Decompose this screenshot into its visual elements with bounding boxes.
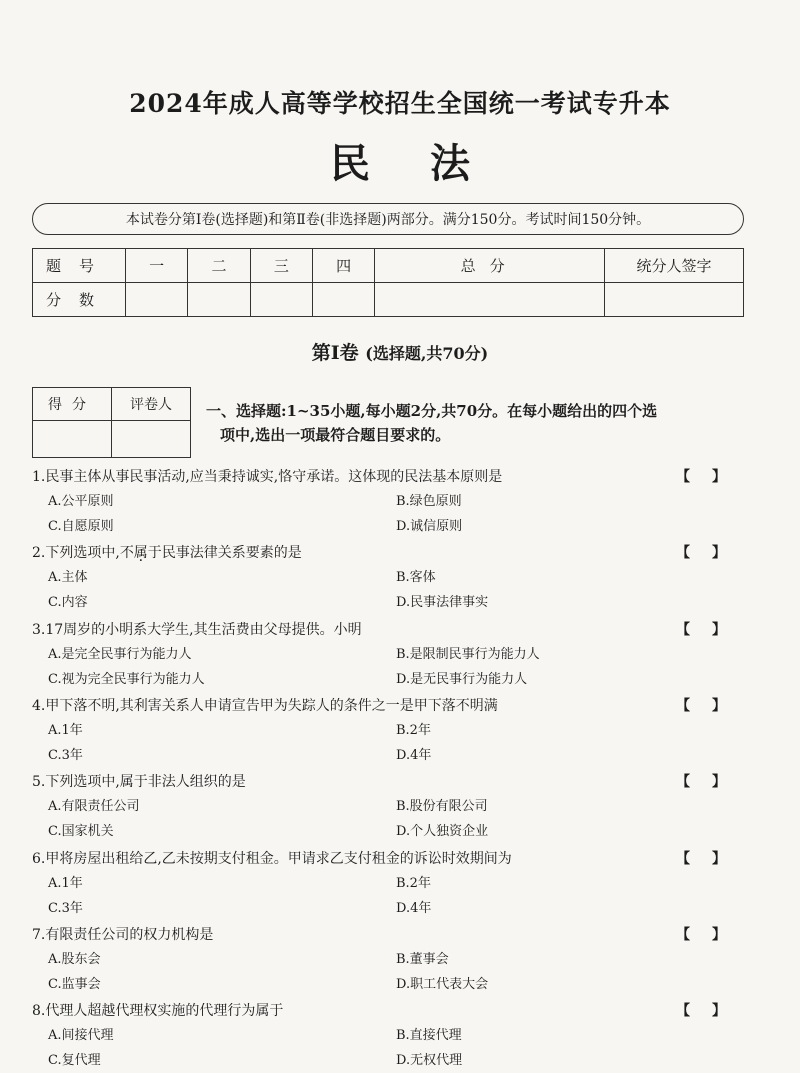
score-cell (375, 283, 605, 317)
option-a: A.有限责任公司 (48, 799, 140, 814)
question-stem: 4.甲下落不明,其利害关系人申请宣告甲为失踪人的条件之一是甲下落不明满 (32, 698, 498, 714)
question-stem-post: 民事法律关系要素的是 (161, 545, 302, 561)
option-a: A.公平原则 (48, 494, 114, 509)
answer-bracket: 【】 (676, 1003, 748, 1019)
option-a: A.股东会 (48, 952, 101, 967)
option-b: B.股份有限公司 (396, 799, 488, 814)
answer-bracket: 【】 (676, 469, 748, 485)
exam-notice: 本试卷分第Ⅰ卷(选择题)和第Ⅱ卷(非选择题)两部分。满分150分。考试时间150分钟。 (32, 203, 744, 235)
grader-score-cell (33, 421, 112, 458)
score-cell (188, 283, 250, 317)
question-stem: 5.下列选项中,属于非法人组织的是 (32, 774, 246, 790)
score-table-col: 三 (250, 249, 312, 283)
option-a: A.是完全民事行为能力人 (48, 647, 192, 662)
option-d: D.4年 (396, 901, 432, 916)
question-stem: 7.有限责任公司的权力机构是 (32, 927, 214, 943)
option-d: D.职工代表大会 (396, 977, 489, 992)
option-c: C.视为完全民事行为能力人 (48, 672, 205, 687)
score-cell (605, 283, 744, 317)
question-stem: 8.代理人超越代理权实施的代理行为属于 (32, 1003, 284, 1019)
subject-title: 民法 (330, 140, 530, 187)
question-4 (32, 694, 752, 768)
answer-bracket: 【】 (676, 622, 748, 638)
question-6 (32, 847, 752, 921)
score-table-col: 总分 (375, 249, 605, 283)
score-table-col: 四 (312, 249, 374, 283)
question-stem-pre: 2.下列选项中, (32, 545, 120, 561)
answer-bracket: 【】 (676, 851, 748, 867)
exam-title: 2024年成人高等学校招生全国统一考试专升本 (129, 89, 671, 118)
option-d: D.诚信原则 (396, 519, 463, 534)
score-cell (250, 283, 312, 317)
option-b: B.是限制民事行为能力人 (396, 647, 540, 662)
score-table-row-header: 题号 (33, 249, 126, 283)
grader-name-cell (112, 421, 191, 458)
question-stem-emphasis: 不属于 (119, 545, 162, 561)
answer-bracket: 【】 (676, 774, 748, 790)
option-d: D.个人独资企业 (396, 824, 489, 839)
section-title (0, 338, 800, 365)
score-cell (312, 283, 374, 317)
option-b: B.2年 (396, 876, 431, 891)
grader-score-label: 得分 (33, 388, 112, 421)
option-d: D.民事法律事实 (396, 595, 489, 610)
option-d: D.无权代理 (396, 1053, 463, 1068)
question-8 (32, 999, 752, 1073)
option-b: B.客体 (396, 570, 436, 585)
section-subtitle: (选择题,共70分) (365, 344, 489, 363)
score-table-col: 二 (188, 249, 250, 283)
score-table-header-row (33, 249, 744, 283)
option-b: B.直接代理 (396, 1028, 462, 1043)
option-c: C.3年 (48, 748, 83, 763)
question-1 (32, 465, 752, 539)
section-instructions (206, 399, 746, 447)
option-b: B.2年 (396, 723, 431, 738)
instructions-line: 一、选择题:1~35小题,每小题2分,共70分。在每小题给出的四个选 (206, 402, 658, 420)
grader-box (32, 387, 191, 458)
question-2 (32, 541, 752, 615)
option-b: B.董事会 (396, 952, 449, 967)
option-a: A.1年 (48, 876, 83, 891)
score-table-col: 一 (126, 249, 188, 283)
question-stem: 3.17周岁的小明系大学生,其生活费由父母提供。小明 (32, 622, 362, 638)
option-a: A.1年 (48, 723, 83, 738)
question-5 (32, 770, 752, 844)
option-c: C.复代理 (48, 1053, 101, 1068)
option-b: B.绿色原则 (396, 494, 462, 509)
option-a: A.间接代理 (48, 1028, 114, 1043)
option-c: C.3年 (48, 901, 83, 916)
instructions-line: 项中,选出一项最符合题目要求的。 (220, 426, 451, 444)
option-c: C.自愿原则 (48, 519, 114, 534)
score-table-col: 统分人签字 (605, 249, 744, 283)
option-d: D.4年 (396, 748, 432, 763)
answer-bracket: 【】 (676, 545, 748, 561)
question-7 (32, 923, 752, 997)
answer-bracket: 【】 (676, 927, 748, 943)
option-c: C.国家机关 (48, 824, 114, 839)
answer-bracket: 【】 (676, 698, 748, 714)
score-cell (126, 283, 188, 317)
option-c: C.监事会 (48, 977, 101, 992)
score-table-row-header: 分数 (33, 283, 126, 317)
score-table-value-row (33, 283, 744, 317)
score-table (32, 248, 744, 317)
grader-name-label: 评卷人 (112, 388, 191, 421)
question-stem: 6.甲将房屋出租给乙,乙未按期支付租金。甲请求乙支付租金的诉讼时效期间为 (32, 851, 512, 867)
option-c: C.内容 (48, 595, 88, 610)
question-stem: 1.民事主体从事民事活动,应当秉持诚实,恪守承诺。这体现的民法基本原则是 (32, 469, 503, 485)
question-3 (32, 618, 752, 692)
section-name: 第Ⅰ卷 (311, 342, 359, 364)
option-a: A.主体 (48, 570, 88, 585)
option-d: D.是无民事行为能力人 (396, 672, 528, 687)
